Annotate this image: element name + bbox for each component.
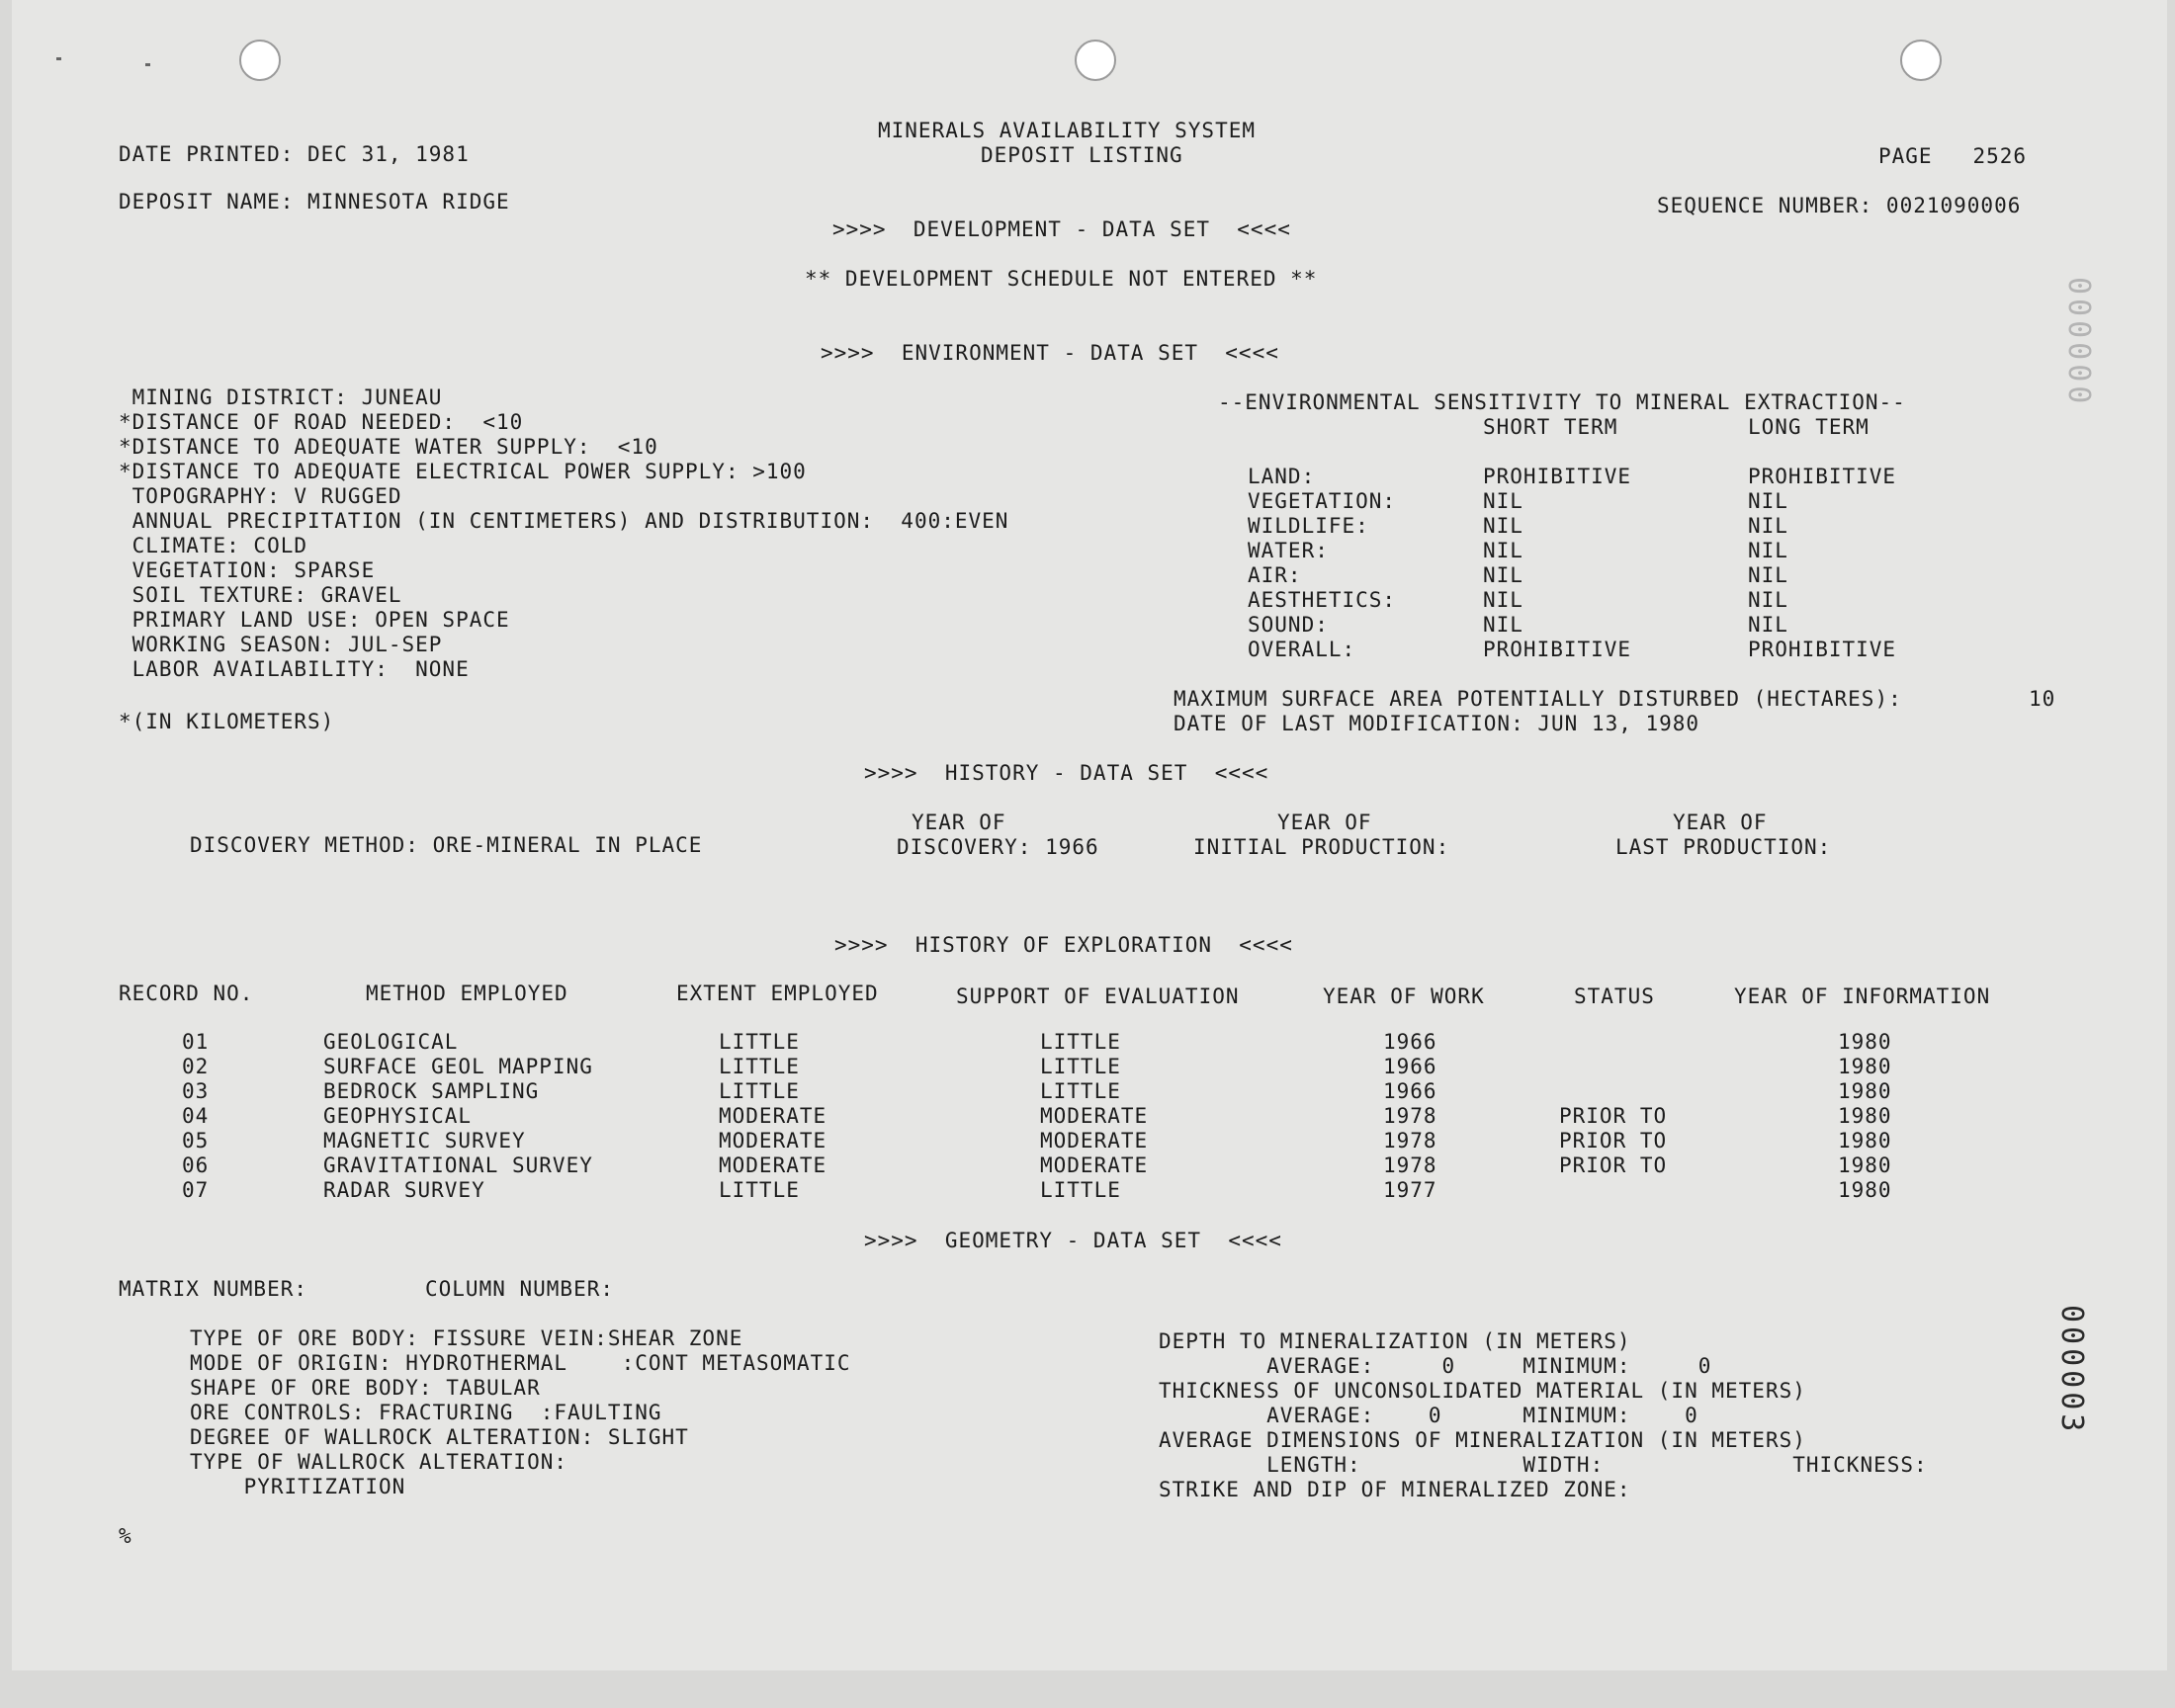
exploration-heading: >>>> HISTORY OF EXPLORATION <<<<	[834, 933, 1293, 957]
year-of-work: 1966	[1383, 1030, 1437, 1054]
speck	[145, 63, 150, 66]
sensitivity-label: AESTHETICS:	[1248, 588, 1397, 612]
record-number: 01	[182, 1030, 210, 1054]
year-of-information: 1980	[1838, 1030, 1892, 1054]
method-employed: MAGNETIC SURVEY	[323, 1129, 526, 1153]
sensitivity-label: OVERALL:	[1248, 638, 1356, 661]
support-of-evaluation: MODERATE	[1040, 1129, 1149, 1153]
year-of-work: 1966	[1383, 1079, 1437, 1103]
geometry-measure-line: AVERAGE: 0 MINIMUM: 0	[1159, 1354, 1712, 1378]
environment-line: *DISTANCE TO ADEQUATE ELECTRICAL POWER SUPPLY: >100	[119, 460, 807, 483]
record-number: 06	[182, 1153, 210, 1177]
matrix-number: MATRIX NUMBER:	[119, 1277, 308, 1301]
year-of-discovery-label: YEAR OF	[912, 811, 1006, 834]
record-number: 02	[182, 1055, 210, 1078]
sensitivity-short-term: NIL	[1483, 539, 1523, 562]
col-status: STATUS	[1574, 984, 1655, 1008]
environment-line: WORKING SEASON: JUL-SEP	[119, 633, 443, 656]
sensitivity-long-term: NIL	[1748, 489, 1788, 513]
geometry-measure-line: DEPTH TO MINERALIZATION (IN METERS)	[1159, 1329, 1631, 1353]
sensitivity-label: SOUND:	[1248, 613, 1329, 637]
sensitivity-label: LAND:	[1248, 465, 1316, 488]
support-of-evaluation: LITTLE	[1040, 1055, 1121, 1078]
method-employed: RADAR SURVEY	[323, 1178, 485, 1202]
sensitivity-long-term: NIL	[1748, 563, 1788, 587]
year-of-information: 1980	[1838, 1079, 1892, 1103]
geometry-line: ORE CONTROLS: FRACTURING :FAULTING	[190, 1401, 662, 1424]
footer-mark: %	[119, 1524, 132, 1548]
environment-line: ANNUAL PRECIPITATION (IN CENTIMETERS) AND DISTRIBUTION: 400:EVEN	[119, 509, 1009, 533]
short-term-header: SHORT TERM	[1483, 415, 1618, 439]
speck	[56, 57, 61, 60]
sensitivity-long-term: NIL	[1748, 539, 1788, 562]
support-of-evaluation: LITTLE	[1040, 1030, 1121, 1054]
punch-hole-right	[1900, 40, 1942, 81]
sensitivity-long-term: NIL	[1748, 588, 1788, 612]
extent-employed: LITTLE	[719, 1030, 800, 1054]
initial-production: INITIAL PRODUCTION:	[1193, 835, 1450, 859]
sensitivity-short-term: NIL	[1483, 613, 1523, 637]
margin-stamp-bottom: 000003	[2054, 1305, 2089, 1436]
year-of-work: 1966	[1383, 1055, 1437, 1078]
system-title: MINERALS AVAILABILITY SYSTEM	[878, 119, 1257, 142]
geometry-line: TYPE OF ORE BODY: FISSURE VEIN:SHEAR ZONE	[190, 1326, 743, 1350]
sensitivity-short-term: NIL	[1483, 489, 1523, 513]
deposit-name: DEPOSIT NAME: MINNESOTA RIDGE	[119, 190, 510, 214]
environment-line: CLIMATE: COLD	[119, 534, 308, 557]
status: PRIOR TO	[1559, 1129, 1668, 1153]
year-of-work: 1977	[1383, 1178, 1437, 1202]
status: PRIOR TO	[1559, 1153, 1668, 1177]
extent-employed: LITTLE	[719, 1055, 800, 1078]
geometry-measure-line: AVERAGE: 0 MINIMUM: 0	[1159, 1404, 1698, 1427]
last-modification: DATE OF LAST MODIFICATION: JUN 13, 1980	[1174, 712, 1700, 735]
environment-heading: >>>> ENVIRONMENT - DATA SET <<<<	[821, 341, 1279, 365]
sensitivity-short-term: PROHIBITIVE	[1483, 638, 1632, 661]
geometry-measure-line: AVERAGE DIMENSIONS OF MINERALIZATION (IN METERS)	[1159, 1428, 1806, 1452]
year-of-work: 1978	[1383, 1104, 1437, 1128]
method-employed: GEOPHYSICAL	[323, 1104, 473, 1128]
record-number: 03	[182, 1079, 210, 1103]
method-employed: GEOLOGICAL	[323, 1030, 459, 1054]
support-of-evaluation: LITTLE	[1040, 1079, 1121, 1103]
sensitivity-short-term: NIL	[1483, 514, 1523, 538]
development-heading: >>>> DEVELOPMENT - DATA SET <<<<	[832, 217, 1291, 241]
geometry-heading: >>>> GEOMETRY - DATA SET <<<<	[864, 1229, 1282, 1252]
sensitivity-label: VEGETATION:	[1248, 489, 1397, 513]
method-employed: GRAVITATIONAL SURVEY	[323, 1153, 593, 1177]
environment-line: VEGETATION: SPARSE	[119, 558, 376, 582]
sensitivity-label: WILDLIFE:	[1248, 514, 1369, 538]
history-heading: >>>> HISTORY - DATA SET <<<<	[864, 761, 1269, 785]
environment-line: SOIL TEXTURE: GRAVEL	[119, 583, 402, 607]
geometry-line: MODE OF ORIGIN: HYDROTHERMAL :CONT METASOMATIC	[190, 1351, 851, 1375]
environment-line: *DISTANCE OF ROAD NEEDED: <10	[119, 410, 524, 434]
discovery-year: DISCOVERY: 1966	[897, 835, 1099, 859]
year-of-information: 1980	[1838, 1129, 1892, 1153]
geometry-line: DEGREE OF WALLROCK ALTERATION: SLIGHT	[190, 1425, 689, 1449]
sensitivity-short-term: PROHIBITIVE	[1483, 465, 1632, 488]
method-employed: BEDROCK SAMPLING	[323, 1079, 540, 1103]
last-production: LAST PRODUCTION:	[1615, 835, 1832, 859]
sensitivity-long-term: PROHIBITIVE	[1748, 638, 1897, 661]
sensitivity-label: WATER:	[1248, 539, 1329, 562]
environment-line: PRIMARY LAND USE: OPEN SPACE	[119, 608, 510, 632]
year-of-information: 1980	[1838, 1055, 1892, 1078]
col-support: SUPPORT OF EVALUATION	[956, 984, 1240, 1008]
geometry-line: TYPE OF WALLROCK ALTERATION:	[190, 1450, 568, 1474]
year-of-information: 1980	[1838, 1153, 1892, 1177]
max-surface-label: MAXIMUM SURFACE AREA POTENTIALLY DISTURBED (HECTARES):	[1174, 687, 1902, 711]
support-of-evaluation: MODERATE	[1040, 1104, 1149, 1128]
sensitivity-long-term: NIL	[1748, 514, 1788, 538]
kilometers-footnote: *(IN KILOMETERS)	[119, 710, 335, 733]
sensitivity-long-term: PROHIBITIVE	[1748, 465, 1897, 488]
support-of-evaluation: MODERATE	[1040, 1153, 1149, 1177]
margin-stamp-top: 000000	[2061, 277, 2096, 408]
year-of-last-label: YEAR OF	[1673, 811, 1768, 834]
year-of-information: 1980	[1838, 1178, 1892, 1202]
sensitivity-short-term: NIL	[1483, 588, 1523, 612]
extent-employed: MODERATE	[719, 1104, 827, 1128]
extent-employed: MODERATE	[719, 1153, 827, 1177]
year-of-information: 1980	[1838, 1104, 1892, 1128]
geometry-line: SHAPE OF ORE BODY: TABULAR	[190, 1376, 541, 1400]
geometry-measure-line: STRIKE AND DIP OF MINERALIZED ZONE:	[1159, 1478, 1631, 1501]
sequence-number: SEQUENCE NUMBER: 0021090006	[1657, 194, 2022, 217]
punch-hole-left	[239, 40, 281, 81]
col-year-of-info: YEAR OF INFORMATION	[1734, 984, 1991, 1008]
environment-line: *DISTANCE TO ADEQUATE WATER SUPPLY: <10	[119, 435, 658, 459]
col-extent: EXTENT EMPLOYED	[676, 982, 879, 1005]
year-of-work: 1978	[1383, 1153, 1437, 1177]
method-employed: SURFACE GEOL MAPPING	[323, 1055, 593, 1078]
listing-title: DEPOSIT LISTING	[981, 143, 1183, 167]
max-surface-value: 10	[2029, 687, 2056, 711]
geometry-line: PYRITIZATION	[190, 1475, 406, 1498]
column-number: COLUMN NUMBER:	[425, 1277, 615, 1301]
support-of-evaluation: LITTLE	[1040, 1178, 1121, 1202]
extent-employed: LITTLE	[719, 1079, 800, 1103]
col-method: METHOD EMPLOYED	[366, 982, 568, 1005]
record-number: 05	[182, 1129, 210, 1153]
geometry-measure-line: THICKNESS OF UNCONSOLIDATED MATERIAL (IN METERS)	[1159, 1379, 1806, 1403]
geometry-measure-line: LENGTH: WIDTH: THICKNESS:	[1159, 1453, 1928, 1477]
development-note: ** DEVELOPMENT SCHEDULE NOT ENTERED **	[805, 267, 1318, 291]
environment-line: MINING DISTRICT: JUNEAU	[119, 385, 443, 409]
sensitivity-short-term: NIL	[1483, 563, 1523, 587]
punch-hole-center	[1075, 40, 1116, 81]
environment-line: LABOR AVAILABILITY: NONE	[119, 657, 470, 681]
extent-employed: LITTLE	[719, 1178, 800, 1202]
year-of-initial-label: YEAR OF	[1277, 811, 1372, 834]
long-term-header: LONG TERM	[1748, 415, 1870, 439]
page-number: PAGE 2526	[1878, 144, 2028, 168]
environment-line: TOPOGRAPHY: V RUGGED	[119, 484, 402, 508]
discovery-method: DISCOVERY METHOD: ORE-MINERAL IN PLACE	[190, 833, 703, 857]
record-number: 04	[182, 1104, 210, 1128]
col-record-no: RECORD NO.	[119, 982, 254, 1005]
year-of-work: 1978	[1383, 1129, 1437, 1153]
sensitivity-long-term: NIL	[1748, 613, 1788, 637]
status: PRIOR TO	[1559, 1104, 1668, 1128]
sensitivity-title: --ENVIRONMENTAL SENSITIVITY TO MINERAL EXTRACTION--	[1218, 390, 1906, 414]
extent-employed: MODERATE	[719, 1129, 827, 1153]
date-printed: DATE PRINTED: DEC 31, 1981	[119, 142, 470, 166]
col-year-of-work: YEAR OF WORK	[1323, 984, 1485, 1008]
document-page	[12, 0, 2167, 1670]
sensitivity-label: AIR:	[1248, 563, 1302, 587]
record-number: 07	[182, 1178, 210, 1202]
